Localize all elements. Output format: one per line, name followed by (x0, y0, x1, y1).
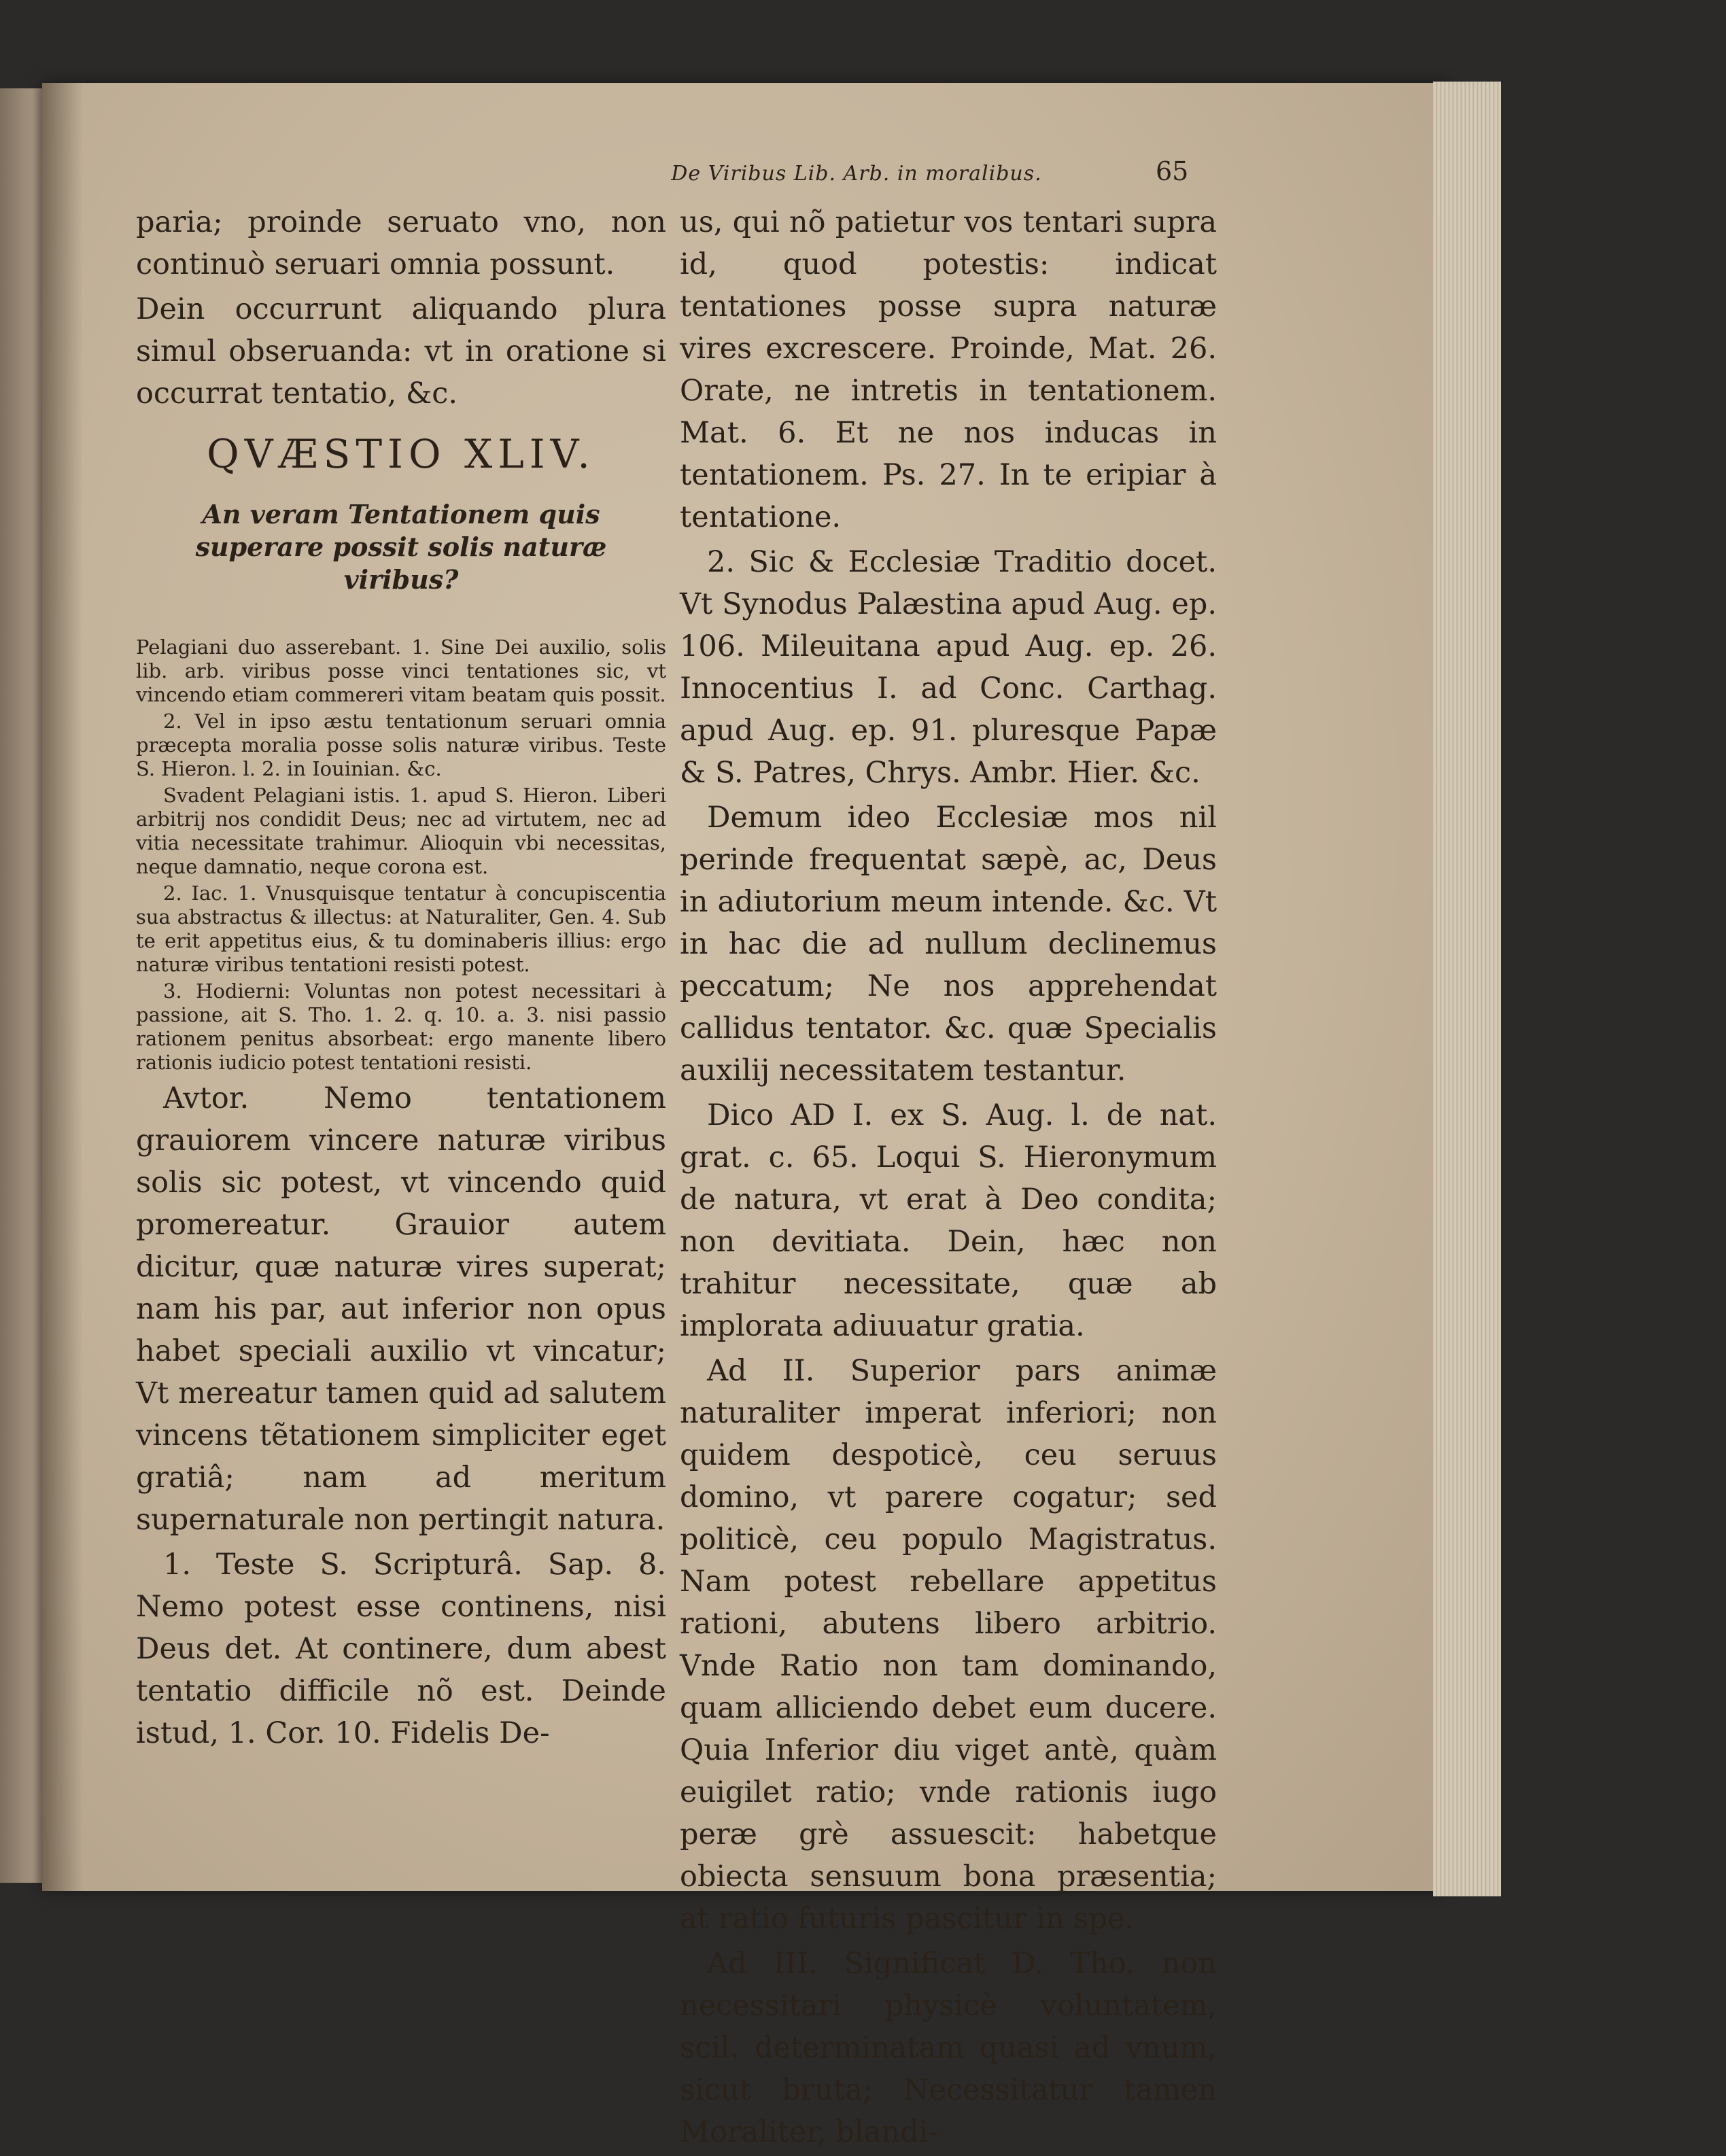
paragraph: Ad II. Superior pars animæ naturaliter imperat inferiori; non quidem despoticè, ceu seruus domino, vt parere cogatur; sed politicè, ceu populo Magistratus. Nam potest rebellare appetitus rationi, abutens libero arbitrio. Vnde Ratio non tam dominando, quam alliciendo debet eum ducere. Quia Inferior diu viget antè, quàm euigilet ratio; vnde rationis iugo peræ grè assuescit: habetque obiecta sensuum bona præsentia; at ratio futuris pascitur in spe. (680, 1354, 1217, 1936)
paragraph: paria; proinde seruato vno, non continuò seruari omnia possunt. (136, 205, 666, 281)
paragraph: Avtor. Nemo tentationem grauiorem vincere naturæ viribus solis sic potest, vt vincendo quid promereatur. Grauior autem dicitur, quæ naturæ vires superat; nam his par, aut inferior non opus habet speciali auxilio vt vincatur; Vt mereatur tamen quid ad salutem vincens tẽtationem simpliciter eget gratiâ; nam ad meritum supernaturale non pertingit natura. (136, 1081, 666, 1537)
page-stack-edge (1433, 82, 1501, 1896)
paragraph: us, qui nõ patietur vos tentari supra id, quod potestis: indicat tentationes posse supra naturæ vires excrescere. Proinde, Mat. 26. Orate, ne intretis in tentationem. Mat. 6. Et ne nos inducas in tentationem. Ps. 27. In te eripiar à tentatione. (680, 205, 1217, 534)
gutter-shadow (42, 83, 83, 1891)
small-paragraph: Pelagiani duo asserebant. 1. Sine Dei auxilio, solis lib. arb. viribus posse vinci tentationes sic, vt vincendo etiam commereri vitam beatam quis possit. (136, 636, 666, 706)
paragraph: Dico AD I. ex S. Aug. l. de nat. grat. c. 65. Loqui S. Hieronymum de natura, vt erat à Deo condita; non devitiata. Dein, hæc non trahitur necessitate, quæ ab implorata adiuuatur gratia. (680, 1098, 1217, 1343)
paragraph: 2. Sic & Ecclesiæ Traditio docet. Vt Synodus Palæstina apud Aug. ep. 106. Mileuitana apud Aug. ep. 26. Innocentius I. ad Conc. Carthag. apud Aug. ep. 91. pluresque Papæ & S. Patres, Chrys. Ambr. Hier. &c. (680, 545, 1217, 790)
paragraph: 1. Teste S. Scripturâ. Sap. 8. Nemo potest esse continens, nisi Deus det. At continere, dum abest tentatio difficile nõ est. Deinde istud, 1. Cor. 10. Fidelis De- (136, 1548, 666, 1750)
running-head: De Viribus Lib. Arb. in moralibus. (671, 162, 1042, 186)
paragraph: Ad III. Significat D. Tho. non necessitari physicè voluntatem, scil. determinatam quasi ad vnum, sicut bruta; Necessitatur tamen Moraliter, blandi- (680, 1947, 1217, 2149)
paragraph: Dein occurrunt aliquando plura simul obseruanda: vt in oratione si occurrat tentatio, &c. (136, 292, 666, 411)
small-paragraph: 2. Vel in ipso æstu tentationum seruari omnia præcepta moralia posse solis naturæ viribus. Teste S. Hieron. l. 2. in Iouinian. &c. (136, 710, 666, 780)
right-column (680, 201, 1217, 2156)
left-column (136, 201, 666, 1757)
paragraph: Demum ideo Ecclesiæ mos nil perinde frequentat sæpè, ac, Deus in adiutorium meum intende. &c. Vt in hac die ad nullum declinemus peccatum; Ne nos apprehendat callidus tentator. &c. quæ Specialis auxilij necessitatem testantur. (680, 801, 1217, 1088)
page-number: 65 (1156, 156, 1189, 186)
small-paragraph: Svadent Pelagiani istis. 1. apud S. Hieron. Liberi arbitrij nos condidit Deus; nec ad virtutem, nec ad vitia necessitate trahimur. Alioquin vbi necessitas, neque damnatio, neque corona est. (136, 784, 666, 878)
question-title: An veram Tentationem quis superare possit solis naturæ viribus? (195, 499, 607, 595)
section-heading: QVÆSTIO XLIV. (207, 431, 596, 477)
small-paragraph: 2. Iac. 1. Vnusquisque tentatur à concupiscentia sua abstractus & illectus: at Naturaliter, Gen. 4. Sub te erit appetitus eius, & tu dominaberis illius: ergo naturæ viribus tentationi resisti potest. (136, 882, 666, 976)
small-paragraph: 3. Hodierni: Voluntas non potest necessitari à passione, ait S. Tho. 1. 2. q. 10. a. 3. nisi passio rationem penitus absorbeat: ergo manente libero rationis iudicio potest tentationi resisti. (136, 979, 666, 1074)
